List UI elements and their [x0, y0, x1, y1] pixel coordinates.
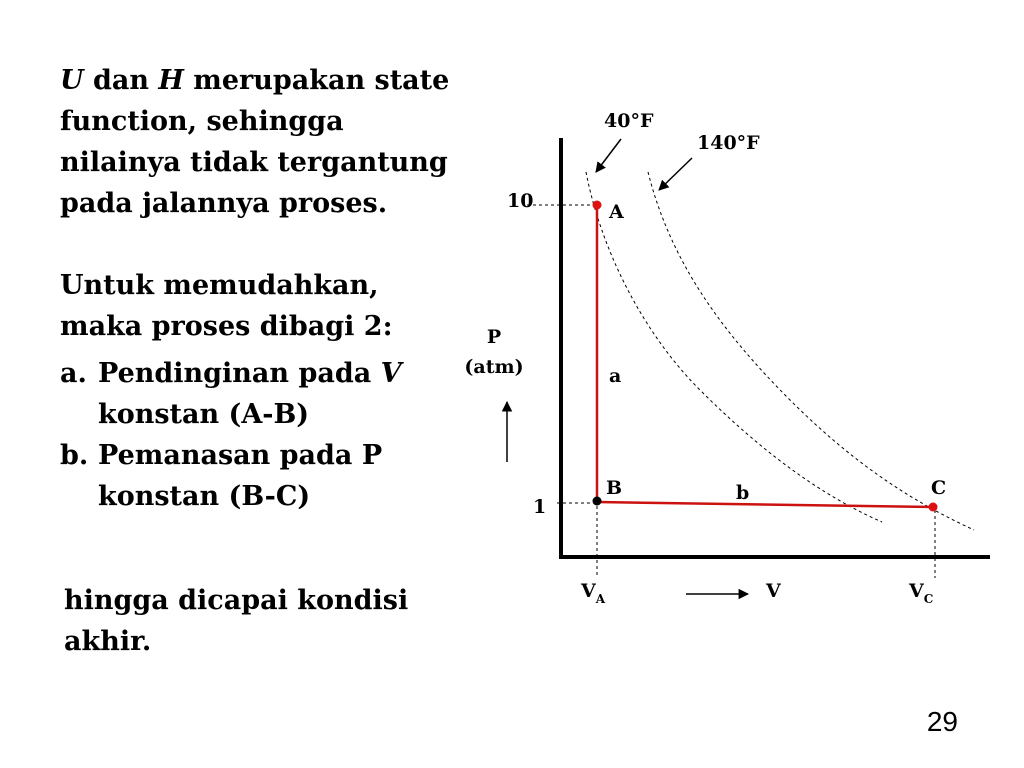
point-b-marker [593, 497, 602, 506]
word-dan: dan [92, 65, 149, 96]
x-label-vc: $V_C$ [909, 580, 934, 606]
page-number: 29 [926, 706, 958, 737]
point-b-label: B [606, 477, 623, 499]
y-tick-1: 1 [533, 496, 547, 518]
point-c-marker [929, 503, 938, 512]
x-axis-label: V [766, 580, 781, 602]
step-a-marker: a. [60, 358, 87, 389]
step-a-post: konstan (A-B) [98, 399, 310, 430]
step-b-text: Pemanasan pada P konstan (B-C) [98, 440, 383, 512]
path-b-label: b [736, 482, 750, 504]
step-b-marker: b. [60, 440, 89, 471]
isotherm-140f-label: 140°F [697, 132, 760, 154]
isotherm-40f-curve [586, 172, 882, 522]
state-function-text: merupakan state function, sehingga nilainya tidak tergantung pada jalannya proses. [60, 65, 450, 219]
isotherm-140f-arrow [659, 158, 692, 190]
point-a-marker [593, 201, 602, 210]
symbol-u: U [60, 65, 84, 96]
step-a-var: V [380, 358, 402, 389]
point-c-label: C [931, 477, 947, 499]
y-axis-label-unit: (atm) [464, 356, 524, 378]
point-a-label: A [609, 201, 624, 223]
path-b-line [597, 502, 934, 507]
step-a-pre: Pendinginan pada [98, 358, 372, 389]
x-label-va: $V_A$ [581, 580, 606, 606]
path-a-label: a [609, 365, 622, 387]
y-tick-10: 10 [507, 190, 534, 212]
y-axis-label-p: P [486, 326, 502, 348]
simplify-paragraph: Untuk memudahkan, maka proses dibagi 2: [60, 270, 393, 342]
isotherm-40f-arrow [596, 139, 621, 172]
isotherm-40f-label: 40°F [604, 110, 654, 132]
conclusion-text: hingga dicapai kondisi akhir. [64, 585, 409, 657]
isotherm-140f-curve [648, 172, 974, 530]
symbol-h: H [158, 65, 184, 96]
